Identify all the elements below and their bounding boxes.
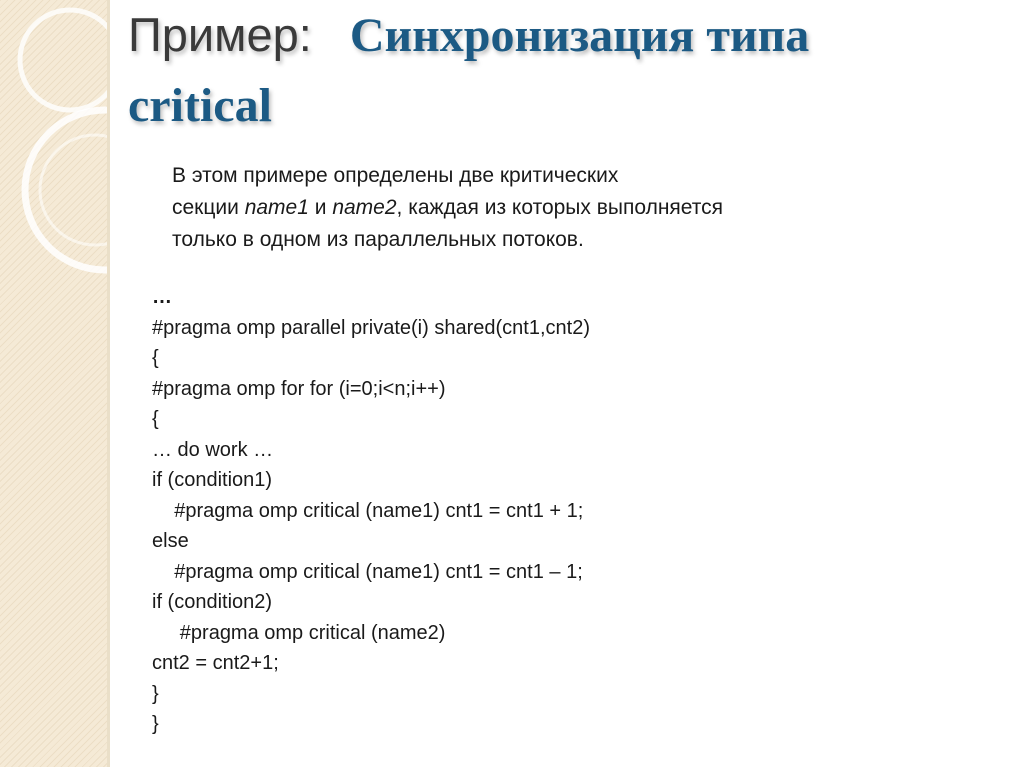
code-line: { xyxy=(152,408,159,430)
decorative-side-panel xyxy=(0,0,110,767)
code-line: if (condition1) xyxy=(152,469,273,491)
side-panel-edge xyxy=(107,0,110,767)
code-line: #pragma omp parallel private(i) shared(cnt1,cnt2) xyxy=(152,316,590,339)
code-line: … xyxy=(152,286,172,308)
code-line: #pragma omp critical (name2) xyxy=(152,621,446,644)
decor-circle-inner xyxy=(40,135,110,245)
title-main: Синхронизация типа xyxy=(349,9,810,62)
intro-paragraph xyxy=(172,160,972,256)
slide-title xyxy=(128,2,1008,73)
section-name-1: name1 xyxy=(244,196,309,219)
code-line: } xyxy=(152,682,159,705)
title-prefix: Пример: xyxy=(128,8,312,61)
code-line: #pragma omp critical (name1) cnt1 = cnt1 – 1; xyxy=(152,560,583,583)
intro-text: , каждая из которых выполняется xyxy=(396,196,724,219)
section-name-2: name2 xyxy=(332,196,397,219)
intro-text: секции xyxy=(172,196,245,219)
decor-circle-small xyxy=(20,10,110,110)
code-line: if (condition2) xyxy=(152,591,273,613)
title-second-line: critical xyxy=(128,79,272,132)
code-line: … do work … xyxy=(152,438,274,461)
intro-line-2 xyxy=(172,192,972,224)
code-line: else xyxy=(152,530,189,552)
code-line: #pragma omp critical (name1) cnt1 = cnt1 + 1; xyxy=(152,499,584,522)
intro-line-1: В этом примере определены две критических xyxy=(172,164,619,187)
code-line: #pragma omp for for (i=0;i<n;i++) xyxy=(152,377,446,400)
code-line: } xyxy=(152,713,159,735)
intro-line-3: только в одном из параллельных потоков. xyxy=(172,228,584,251)
code-line: { xyxy=(152,347,159,369)
decorative-circles xyxy=(0,0,110,767)
intro-text: и xyxy=(308,196,333,219)
code-block xyxy=(152,282,972,740)
code-line: cnt2 = cnt2+1; xyxy=(152,652,279,674)
